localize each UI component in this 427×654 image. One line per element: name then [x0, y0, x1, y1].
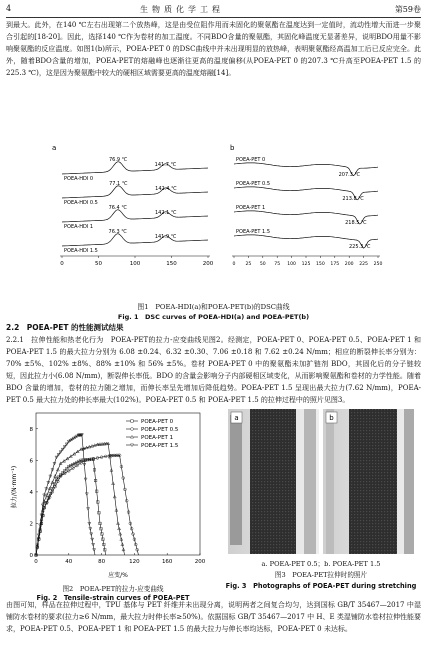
figure-2-caption-en: Fig. 2 Tensile-strain curves of POEA-PET — [36, 594, 190, 602]
peak-label: 207.3 ℃ — [338, 172, 361, 178]
photo-b-label: b — [329, 414, 334, 422]
dsc-curve — [62, 162, 208, 174]
paragraph-1: 到最大。此外，在140 ℃左右出现第二个放热峰，这是由受位阻作用而未固化的聚氨酯在温度达到一定值时，流动性增大而进一步聚合引起的[18-20]。因此，选择140 ℃作为卷材的加工温度。不同BDO含量的聚氨酯，其固化峰温度无显著差异，说明BDO用量不影响聚氨酯的反应温度。如图1(b)所示，POEA-PET 0 的DSC曲线中并未出现明显的放热峰，表明聚氨酯经高温加工后已反应完全。此外，随着BDO含量的增加，POEA-PET的熔融峰也逐渐往更高的温度偏移(从POEA-PET 0 的207.3 ℃升高至POEA-PET 1.5 的225.3 ℃)，这是因为聚氨酯中较大的硬相区域需要更高的温度熔融[14]。 — [6, 21, 421, 77]
figure-1-caption-cn: 图1 POEA-HDI(a)和POEA-PET(b)的DSC曲线 — [137, 303, 290, 311]
legend-label: POEA-PET 0 — [141, 419, 174, 425]
figure-3-caption-cn: 图3 POEA-PET拉伸时的照片 — [274, 571, 368, 579]
peak-label: 142.4 ℃ — [155, 186, 177, 192]
x-tick-label: 100 — [287, 262, 296, 267]
x-tick-label: 175 — [330, 262, 340, 267]
x-tick-label: 40 — [65, 559, 73, 565]
figure-1 — [50, 144, 383, 298]
x-tick-label: 25 — [245, 262, 252, 267]
x-tick-label: 150 — [166, 261, 177, 267]
x-tick-label: 160 — [161, 559, 173, 565]
figure-1-caption-en: Fig. 1 DSC curves of POEA-HDI(a) and POEA-PET(b) — [117, 313, 310, 321]
x-tick-label: 250 — [373, 262, 383, 267]
peak-label: 218.5 ℃ — [345, 220, 367, 226]
figure-2-caption-cn: 图2 POEA-PET的拉力-应变曲线 — [62, 585, 164, 593]
figure-3-photos — [228, 409, 414, 554]
series-line — [36, 459, 106, 555]
plot-frame — [36, 413, 200, 555]
curve-label: POEA-HDI 0.5 — [64, 200, 98, 206]
paragraph-3: 由图可知，样品在拉伸过程中，TPU 基体与 PET 纤维并未出现分离，说明两者之间复合均匀，达到国标 GB/T 35467—2017 中湿铺防水卷材的要求(拉力≥6 N/mm，最大拉力时伸长率≥50%)。依据国标 GB/T 35467—2017 中 H、E 类湿铺防水卷材拉伸性能要求，POEA-PET 0.5、POEA-PET 1 和 POEA-PET 1.5 的最大拉力与伸长率均达标，POEA-PET 0 未达标。 — [6, 601, 421, 633]
dsc-curve — [62, 186, 208, 198]
y-tick-label: 6 — [29, 458, 33, 465]
x-tick-label: 0 — [232, 262, 236, 267]
x-tick-label: 225 — [359, 262, 368, 267]
legend-label: POEA-PET 0.5 — [141, 427, 179, 433]
photo-a-label: a — [234, 414, 239, 422]
header-rule — [6, 17, 421, 18]
paragraph-2: 2.2.1 拉伸性能和热老化行为 POEA-PET的拉力-应变曲线见图2。经测定，POEA-PET 0、POEA-PET 0.5、POEA-PET 1 和 POEA-PET 1.5 的最大拉力分别为 6.08 ±0.24、6.32 ±0.30、7.06 ±0.18 和 7.62 ±0.24 N/mm；相应的断裂伸长率分别为：70% ±5%、102% ±8%、88% ±10% 和 56% ±5%。卷材 POEA-PET 0 中的聚氨酯未加扩链剂 BDO，其固化后的分子链较短，因此拉力小(6.08 N/mm)，断裂伸长率低。BDO 的含量会影响分子内部硬相区域变化，从而影响聚氨酯和卷材的力学性能。随着 BDO 含量的增加，卷材的拉力随之增加，而伸长率呈先增加后降低趋势。POEA-PET 1.5 呈现出最大拉力(7.62 N/mm)，POEA-PET 0.5 最大拉力处的伸长率最大(102%)。POEA-PET 0.5 和 POEA-PET 1.5 的拉伸过程中的照片见图3。 — [6, 336, 424, 404]
curve-label: POEA-HDI 1 — [64, 224, 94, 230]
peak-label: 225.3 ℃ — [349, 244, 371, 250]
x-tick-label: 80 — [98, 559, 106, 565]
x-tick-label: 125 — [301, 262, 311, 267]
legend-label: POEA-PET 1.5 — [141, 443, 179, 449]
figure-1a — [52, 144, 214, 267]
peak-label: 76.3 ℃ — [108, 229, 127, 235]
page-number: 4 — [6, 4, 12, 13]
peak-label: 76.4 ℃ — [108, 205, 127, 211]
volume-label: 第59卷 — [394, 5, 421, 14]
peak-label: 76.9 ℃ — [108, 157, 128, 163]
x-tick-label: 50 — [95, 261, 102, 267]
curve-label: POEA-PET 0 — [236, 157, 266, 163]
x-tick-label: 150 — [316, 262, 325, 267]
dsc-curve — [62, 210, 208, 222]
curve-label: POEA-PET 1 — [236, 205, 266, 211]
x-tick-label: 200 — [202, 261, 214, 267]
figure-3-caption-en: Fig. 3 Photographs of POEA-PET during stretching — [225, 582, 417, 590]
curve-label: POEA-HDI 0 — [64, 176, 94, 182]
curve-label: POEA-PET 0.5 — [236, 181, 270, 187]
figure-3-subcaption: a. POEA-PET 0.5；b. POEA-PET 1.5 — [261, 560, 381, 568]
x-tick-label: 100 — [129, 261, 141, 267]
peak-label: 141.9 ℃ — [154, 234, 177, 240]
curve-label: POEA-HDI 1.5 — [64, 248, 98, 254]
x-axis-label: 应变/% — [108, 572, 128, 579]
x-tick-label: 200 — [194, 559, 206, 565]
y-axis-label: 拉力/(N·mm⁻¹) — [11, 465, 18, 509]
curve-label: POEA-PET 1.5 — [236, 229, 270, 235]
x-tick-label: 200 — [344, 262, 354, 267]
y-tick-label: 2 — [29, 521, 33, 528]
panel-b-label: b — [230, 144, 235, 152]
series-line — [36, 435, 95, 555]
section-heading: 2.2 POEA-PET 的性能测试结果 — [6, 323, 124, 332]
legend-label: POEA-PET 1 — [141, 435, 174, 441]
x-tick-label: 120 — [129, 559, 140, 565]
y-tick-label: 4 — [29, 489, 33, 496]
peak-label: 141.7 ℃ — [154, 162, 177, 168]
figure-2-chart — [8, 407, 208, 579]
panel-a-label: a — [52, 144, 57, 152]
photo-b — [323, 409, 414, 554]
peak-label: 77.1 ℃ — [109, 181, 128, 187]
figure-1b — [230, 144, 382, 267]
y-tick-label: 8 — [29, 426, 33, 433]
journal-name: 生物质化学工程 — [140, 5, 224, 14]
series-line — [36, 455, 139, 555]
x-tick-label: 0 — [60, 261, 64, 267]
y-tick-label: 0 — [29, 553, 33, 559]
x-tick-label: 0 — [34, 559, 38, 565]
dsc-curve — [62, 234, 208, 246]
page-header — [0, 4, 427, 18]
x-tick-label: 75 — [274, 262, 281, 267]
legend-marker — [131, 420, 134, 423]
peak-label: 213.8 ℃ — [342, 196, 364, 202]
peak-label: 142.1 ℃ — [154, 210, 177, 216]
legend-marker — [131, 428, 134, 431]
photo-a — [228, 409, 319, 554]
x-tick-label: 50 — [259, 262, 266, 267]
